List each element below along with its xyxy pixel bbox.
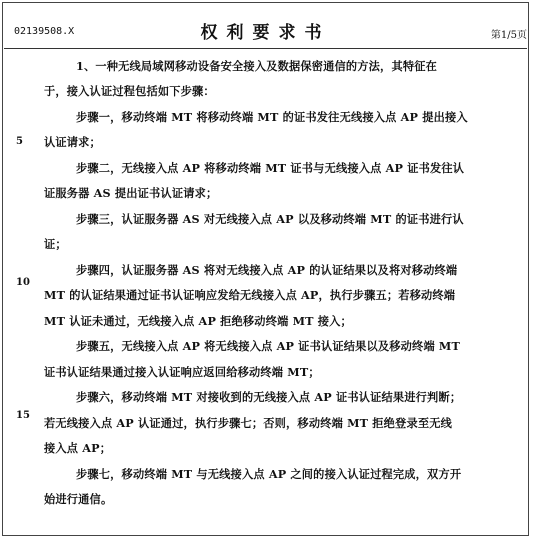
document-title: 权利要求书 (200, 23, 331, 43)
claim-line: 接入点 AP； (44, 441, 112, 455)
claim-line: 于，接入认证过程包括如下步骤： (44, 84, 215, 98)
claim-line: 若无线接入点 AP 认证通过，执行步骤七；否则，移动终端 MT 拒绝登录至无线 (44, 416, 452, 430)
claim-line: MT 认证未通过，无线接入点 AP 拒绝移动终端 MT 接入； (44, 314, 352, 328)
claim-line: 步骤二，无线接入点 AP 将移动终端 MT 证书与无线接入点 AP 证书发往认 (76, 161, 465, 175)
claim-line: 步骤六，移动终端 MT 对接收到的无线接入点 AP 证书认证结果进行判断； (76, 390, 462, 404)
claim-line: MT 的认证结果通过证书认证响应发给无线接入点 AP，执行步骤五；若移动终端 (44, 288, 456, 302)
claim-line: 证书认证结果通过接入认证响应返回给移动终端 MT； (44, 365, 320, 379)
claim-line: 步骤四，认证服务器 AS 将对无线接入点 AP 的认证结果以及将对移动终端 (76, 263, 458, 277)
claim-line: 证服务器 AS 提出证书认证请求； (44, 186, 218, 200)
claim-line: 认证请求； (44, 135, 101, 149)
document-number: 02139508.X (14, 26, 75, 37)
margin-line-number: 15 (16, 410, 30, 421)
header-divider (4, 48, 527, 49)
page-header (4, 4, 527, 48)
claim-line: 步骤一，移动终端 MT 将移动终端 MT 的证书发往无线接入点 AP 提出接入 (76, 110, 468, 124)
claim-line: 步骤七，移动终端 MT 与无线接入点 AP 之间的接入认证过程完成，双方开 (76, 467, 462, 481)
claim-line: 证； (44, 237, 67, 251)
page-indicator: 第1/5页 (490, 30, 527, 41)
claim-line: 步骤三，认证服务器 AS 对无线接入点 AP 以及移动终端 MT 的证书进行认 (76, 212, 464, 226)
claim-line: 始进行通信。 (44, 492, 113, 506)
claim-line: 步骤五，无线接入点 AP 将无线接入点 AP 证书认证结果以及移动终端 MT (76, 339, 461, 353)
margin-line-number: 5 (16, 136, 23, 147)
claim-line: 1、一种无线局域网移动设备安全接入及数据保密通信的方法，其特征在 (76, 59, 437, 73)
margin-line-number: 10 (16, 277, 30, 288)
